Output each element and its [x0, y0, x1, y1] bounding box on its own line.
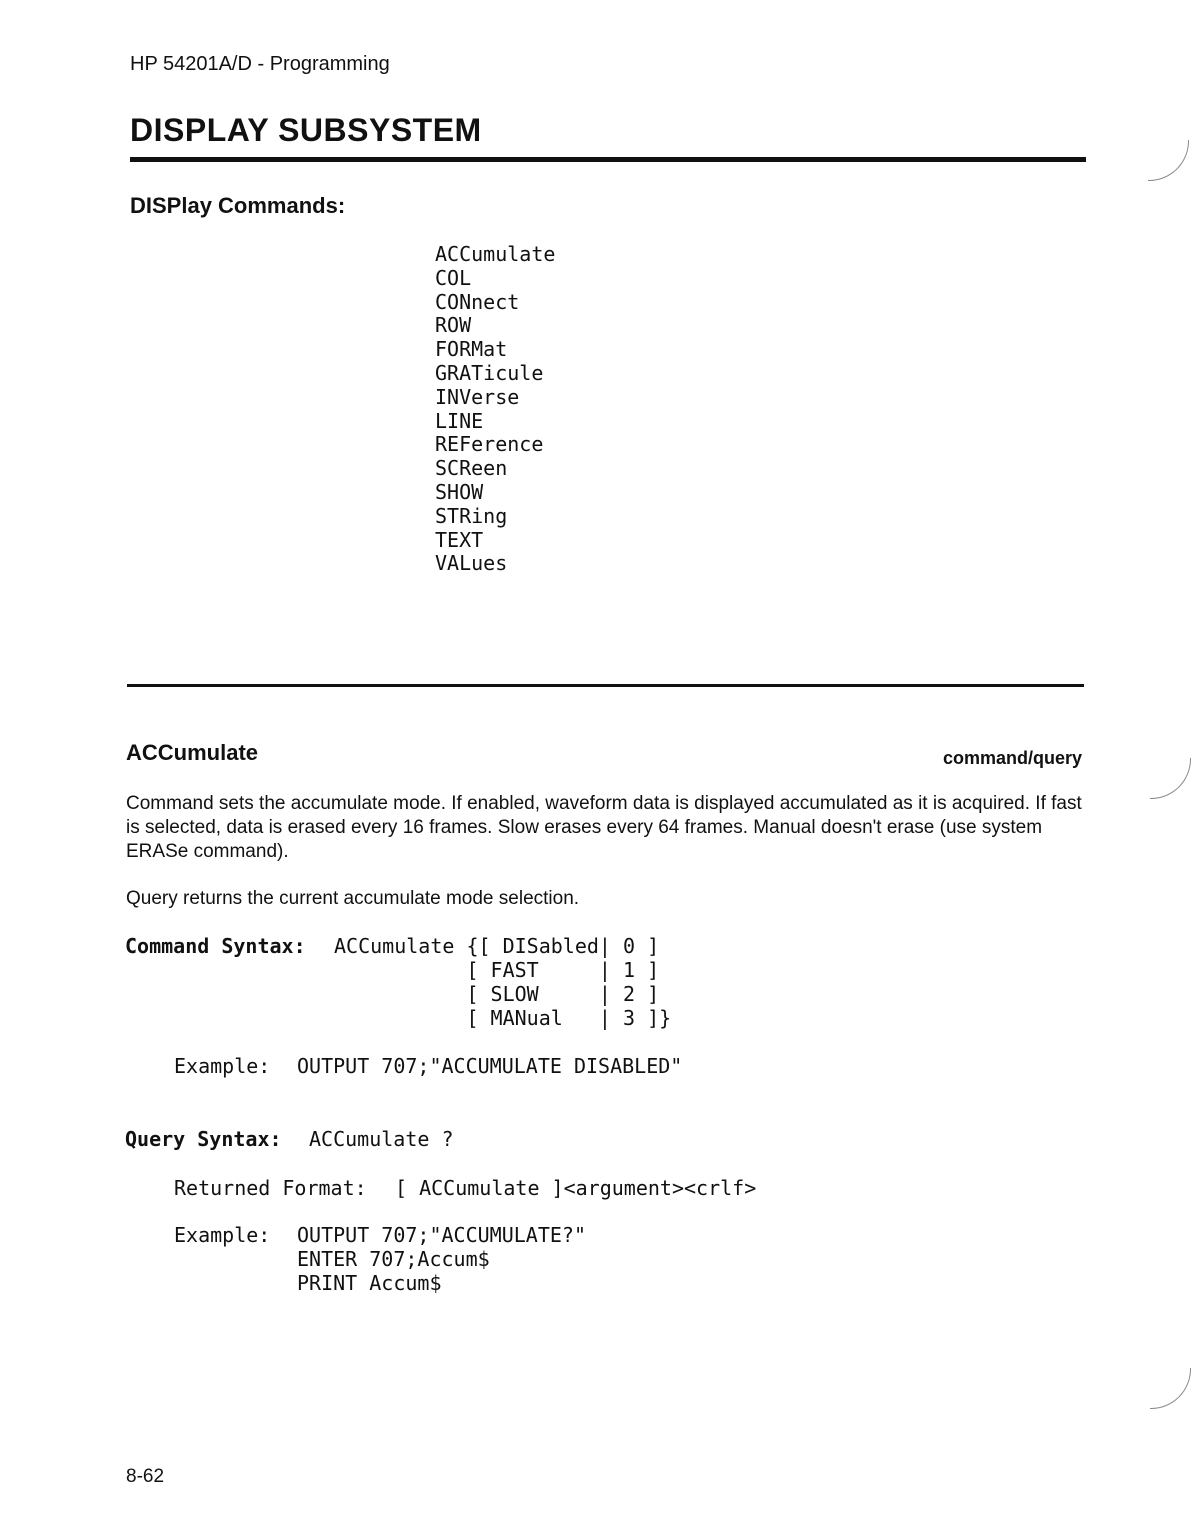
- command-description: Command sets the accumulate mode. If enabled, waveform data is displayed accumulated as it is acquired. If fast is selected, data is erased every 16 frames. Slow erases every 64 frames. Manual doesn't erase (use system ERASe command).: [126, 793, 1082, 862]
- command-item: LINE: [435, 408, 484, 433]
- syntax-line: [ MANual | 3 ]}: [334, 1006, 672, 1030]
- query-example-label: Example:: [174, 1223, 271, 1247]
- command-item: ROW: [435, 313, 472, 338]
- binder-hole-mark: [1150, 758, 1191, 799]
- query-syntax: ACCumulate ?: [309, 1127, 454, 1151]
- query-description: Query returns the current accumulate mode selection.: [126, 888, 580, 909]
- command-list: [435, 243, 555, 576]
- page-header: HP 54201A/D - Programming: [130, 53, 390, 75]
- command-example: OUTPUT 707;"ACCUMULATE DISABLED": [297, 1054, 683, 1078]
- returned-format-label: Returned Format:: [174, 1176, 367, 1200]
- command-item: STRing: [435, 503, 508, 528]
- command-item: ACCumulate: [435, 242, 556, 266]
- section-divider: [127, 684, 1084, 687]
- command-item: SCReen: [435, 456, 508, 481]
- command-item: FORMat: [435, 337, 508, 362]
- example-line: PRINT Accum$: [297, 1271, 442, 1295]
- syntax-line: ACCumulate {[ DISabled| 0 ]: [334, 934, 660, 958]
- commands-heading: DISPlay Commands:: [130, 193, 346, 218]
- command-item: COL: [435, 265, 472, 290]
- command-item: GRATicule: [435, 360, 544, 385]
- example-label: Example:: [174, 1054, 271, 1078]
- command-item: CONnect: [435, 289, 520, 314]
- page-title: DISPLAY SUBSYSTEM: [130, 112, 482, 148]
- command-item: REFerence: [435, 432, 544, 457]
- returned-format: [ ACCumulate ]<argument><crlf>: [395, 1176, 757, 1200]
- example-line: OUTPUT 707;"ACCUMULATE?": [297, 1223, 586, 1247]
- query-example-block: [297, 1223, 586, 1295]
- command-syntax-label: Command Syntax:: [125, 934, 306, 958]
- page-number: 8-62: [126, 1466, 165, 1487]
- command-syntax-block: [334, 934, 671, 1030]
- command-item: INVerse: [435, 384, 520, 409]
- example-line: ENTER 707;Accum$: [297, 1247, 490, 1271]
- binder-hole-mark: [1150, 1368, 1191, 1409]
- binder-hole-mark: [1148, 140, 1189, 181]
- syntax-line: [ SLOW | 2 ]: [334, 982, 660, 1006]
- syntax-line: [ FAST | 1 ]: [334, 958, 660, 982]
- command-item: TEXT: [435, 527, 484, 552]
- command-item: VALues: [435, 551, 508, 576]
- title-divider: [130, 157, 1086, 162]
- query-syntax-label: Query Syntax:: [125, 1127, 282, 1151]
- section-type: command/query: [942, 748, 1082, 768]
- command-item: SHOW: [435, 479, 484, 504]
- section-title: ACCumulate: [126, 740, 259, 765]
